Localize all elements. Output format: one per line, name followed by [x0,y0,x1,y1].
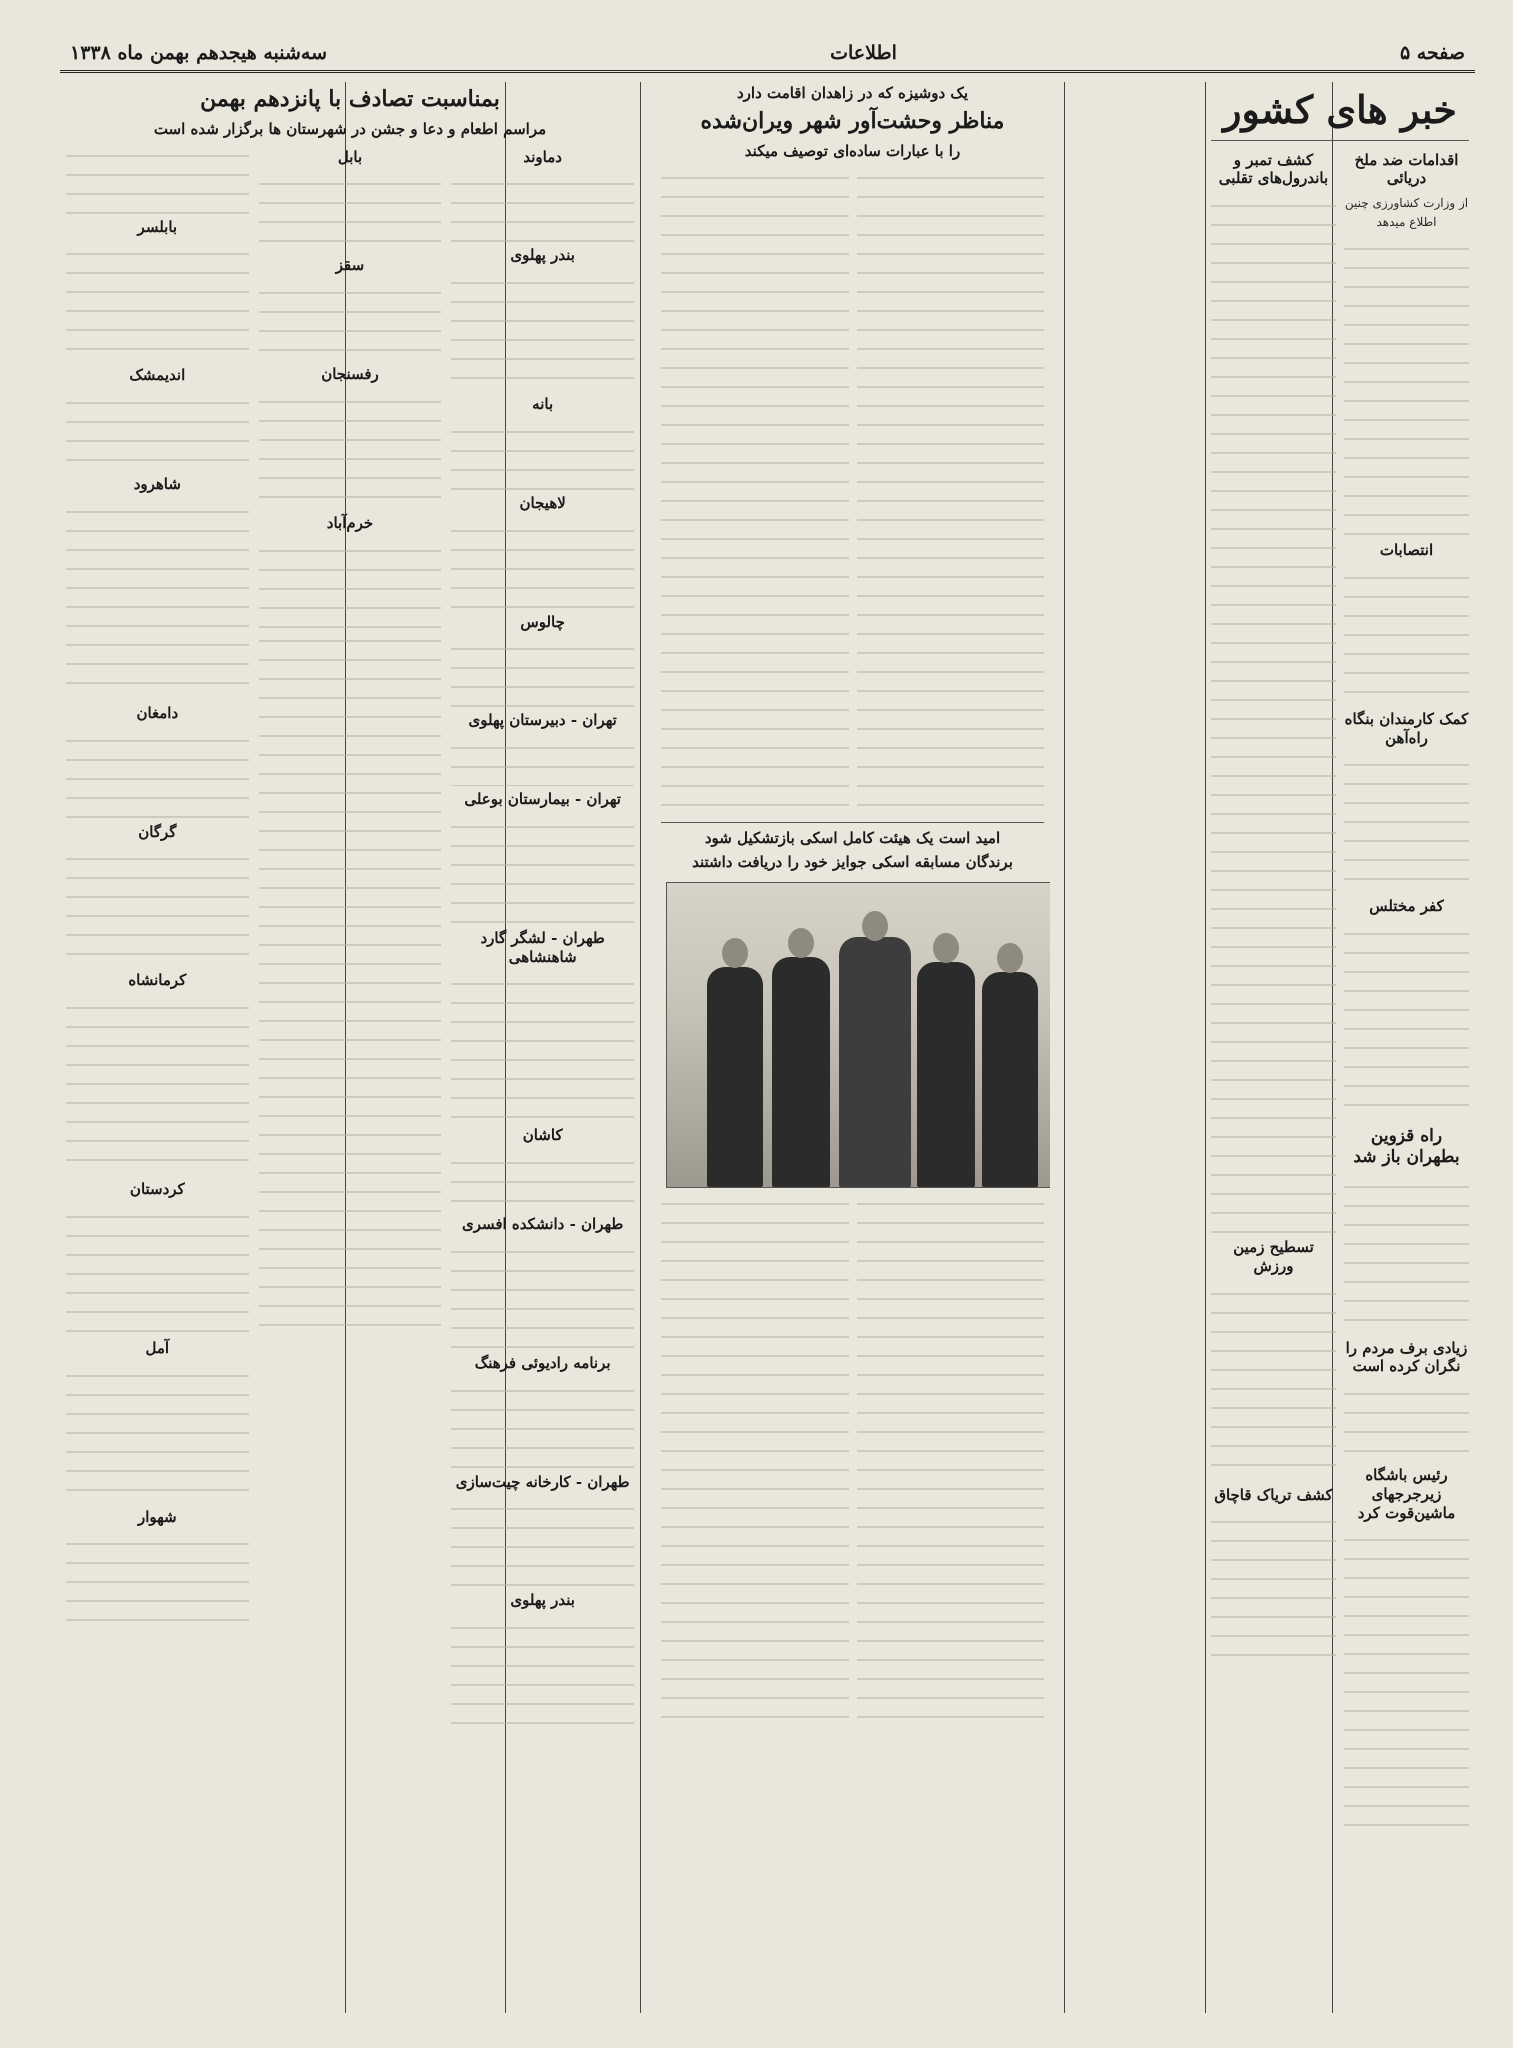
place-heading: رفسنجان [321,365,379,383]
section-title: خبر های کشور [1223,87,1457,132]
headline: رئیس باشگاه زیرجرجهای ماشین‌قوت کرد [1357,1466,1456,1522]
place-heading: بانه [532,395,554,413]
headline: اقدامات ضد ملخ دریائی [1354,150,1459,188]
place-heading: کرمانشاه [128,971,187,990]
place-heading: بندر پهلوی [510,246,575,265]
photo-headline: امید است یک هیئت کامل اسکی بازتشکیل شود [704,828,1001,847]
headline: زیادی برف مردم را نگران کرده است [1345,1338,1468,1376]
column-rule [640,82,641,2013]
place-heading: طهران - دانشکده افسری [461,1215,624,1233]
headline: کشف تریاک قاچاق [1214,1485,1333,1504]
subheadline: را با عبارات ساده‌ای توصیف میکند [744,141,961,160]
article-body [1344,1175,1469,1335]
headline: کفر مختلس [1369,897,1444,916]
place-heading: کاشان [522,1126,563,1145]
place-heading: شهوار [137,1507,177,1526]
place-heading: تهران - بیمارستان بوعلی [464,790,621,808]
column-rule [1064,82,1065,2013]
place-heading: گرگان [138,822,177,841]
article-body [1344,237,1469,537]
middle-column [655,82,1050,2013]
masthead [60,36,1475,73]
kicker: یک دوشیزه که در زاهدان اقامت دارد [736,84,968,102]
headline: کشف تمبر و باندرول‌های تقلبی [1218,150,1329,188]
newspaper-page [60,28,1475,2023]
headline: بمناسبت تصادف با پانزدهم بهمن [200,86,500,112]
article-body [1344,753,1469,893]
place-heading: سقز [335,256,365,275]
article-body [1211,1282,1336,1482]
headline: کمک کارمندان بنگاه راه‌آهن [1344,709,1469,747]
article-body [661,166,849,816]
place-heading: کردستان [129,1180,185,1198]
place-heading: شاهرود [133,475,181,493]
place-heading: لاهیجان [519,493,566,512]
headline: مناظر وحشت‌آور شهر ویران‌شده [700,108,1005,134]
place-heading: دامغان [136,703,179,722]
article-body [1211,194,1336,1234]
photo-subheadline: برندگان مسابقه اسکی جوایز خود را دریافت داشتند [692,853,1013,872]
page-number: صفحه ۵ [1399,42,1465,64]
article-body [1344,566,1469,706]
place-heading: چالوس [520,612,565,631]
issue-date: سه‌شنبه هیجدهم بهمن ماه ۱۳۳۸ [70,42,328,64]
article-body [1344,1528,1469,1828]
article-body [1344,922,1469,1122]
article-body [857,1192,1045,1732]
subheadline: از وزارت کشاورزی چنین اطلاع میدهد [1344,196,1469,229]
skiers-photo [666,882,1050,1188]
place-heading: بندر پهلوی [510,1591,575,1610]
place-heading: بابل [337,147,363,166]
place-heading: طهران - لشگر گارد شاهنشاهی [480,928,605,966]
place-heading: آمل [145,1338,170,1357]
subheadline: مراسم اطعام و دعا و جشن در شهرستان ها برگزار شده است [153,119,547,138]
place-heading: دماوند [523,147,562,166]
headline: انتصابات [1379,541,1434,560]
headline: تسطیح زمین ورزش [1233,1238,1314,1275]
country-news-column [1205,82,1475,2013]
article-body [661,1192,849,1732]
headline: راه قزوین بطهران باز شد [1353,1126,1460,1168]
place-heading: تهران - دبیرستان پهلوی [468,711,617,730]
place-heading: بابلسر [137,217,178,236]
article-body [1211,1510,1336,1660]
place-heading: اندیمشک [129,366,186,385]
place-heading: برنامه رادیوئی فرهنگ [474,1353,611,1372]
paper-name: اطلاعات [830,42,897,64]
place-heading: طهران - کارخانه چیت‌سازی [455,1472,630,1491]
article-body [1344,1382,1469,1462]
celebrations-column [60,82,640,2013]
place-heading: خرم‌آباد [326,513,374,532]
article-body [857,166,1045,816]
